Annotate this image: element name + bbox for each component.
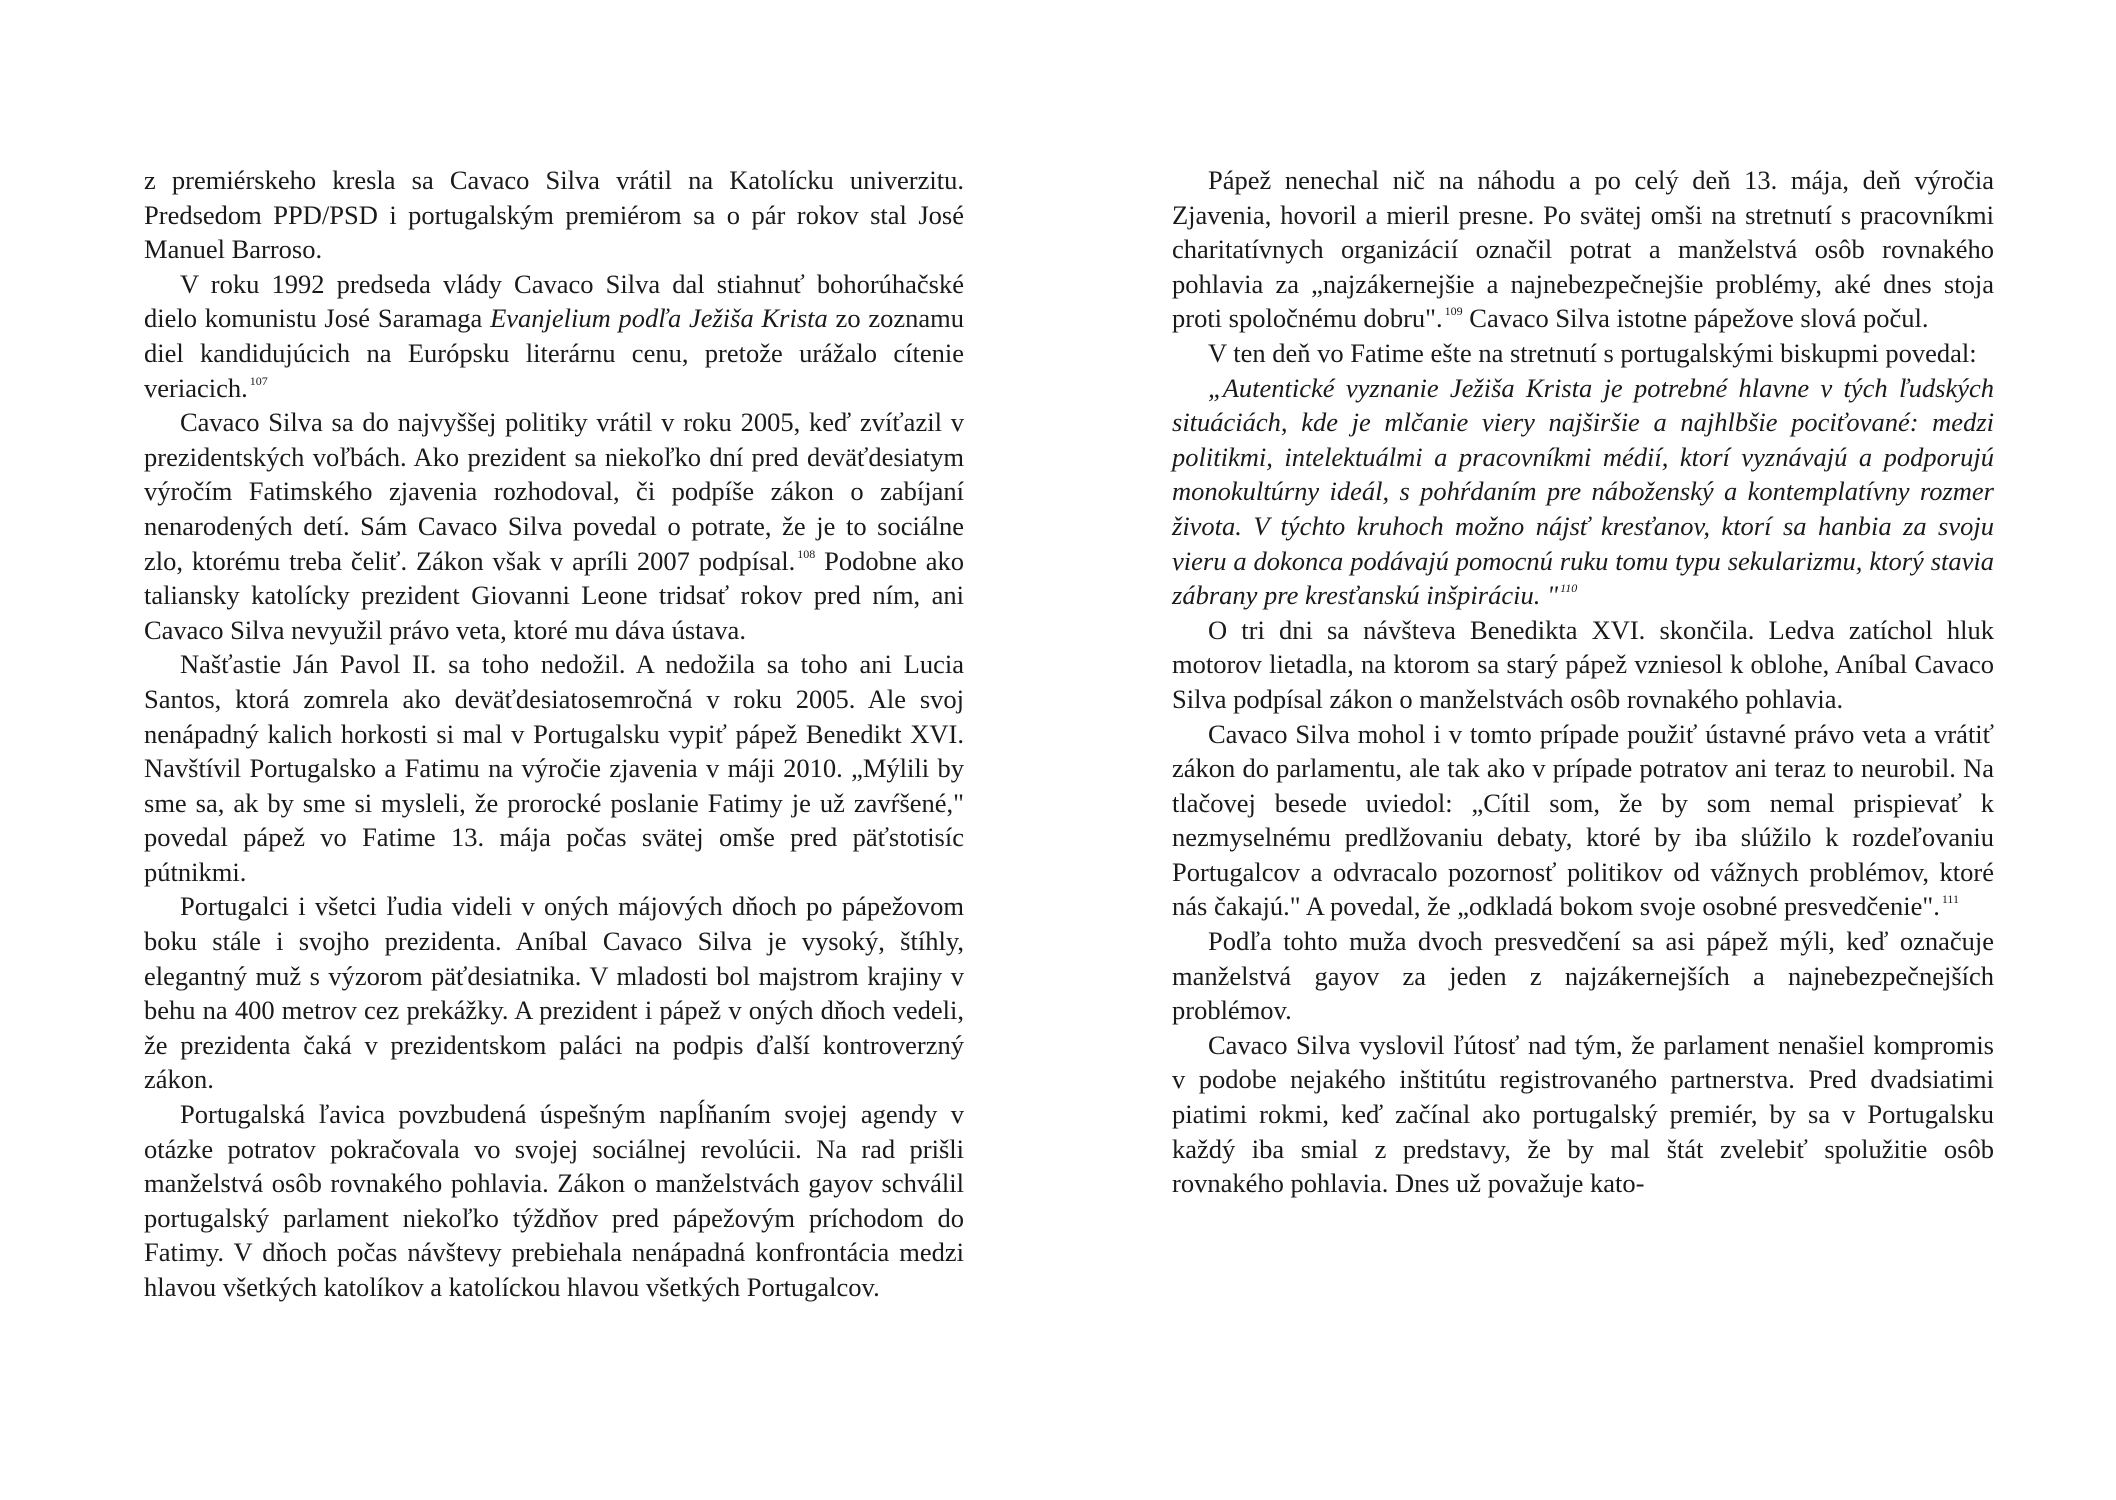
left-paragraph [144, 647, 964, 889]
left-paragraph [144, 1097, 964, 1305]
paragraph-text: Cavaco Silva sa do najvyššej politiky vrátil v roku 2005, keď zvíťazil v prezidentských voľbách. Ako prezident sa niekoľko dní pred deväťdesiatym výročím Fatimského zjavenia rozhodoval, či podpíše zákon o zabíjaní nenarodených detí. Sám Cavaco Silva povedal o potrate, že je to sociálne zlo, ktorému treba čeliť. Zákon však v apríli 2007 podpísal. [144, 407, 964, 576]
paragraph-text: Cavaco Silva mohol i v tomto prípade použiť ústavné právo veta a vrátiť zákon do parlamentu, ale tak ako v prípade potratov ani teraz to neurobil. Na tlačovej besede uviedol: „Cítil som, že by som nemal prispievať k nezmyselnému predlžovaniu debaty, ktoré by iba slúžilo k rozdeľovaniu Portugalcov a odvracalo pozornosť politikov od vážnych problémov, ktoré nás čakajú." A povedal, že „odkladá bokom svoje osobné presvedčenie". [1172, 718, 1994, 922]
footnote-marker: 109 [1444, 304, 1463, 319]
footnote-marker: 107 [249, 373, 268, 388]
left-paragraph [144, 405, 964, 647]
right-paragraph [1172, 613, 1994, 717]
paragraph-text: Podobne ako taliansky katolícky prezident Giovanni Leone tridsať rokov pred ním, ani Cavaco Silva nevyužil právo veta, ktoré mu dáva ústava. [144, 545, 964, 645]
paragraph-text: V ten deň vo Fatime ešte na stretnutí s portugalskými biskupmi povedal: [1208, 337, 1977, 368]
paragraph-text: V roku 1992 predseda vlády Cavaco Silva dal stiahnuť bohorúhačské dielo komunistu José Saramaga [144, 268, 964, 334]
right-page [1172, 163, 1994, 1201]
right-paragraph [1172, 924, 1994, 1028]
right-quote-paragraph [1172, 371, 1994, 613]
right-paragraph [1172, 163, 1994, 336]
left-paragraph [144, 163, 964, 267]
paragraph-text: Portugalská ľavica povzbudená úspešným napĺňaním svojej agendy v otázke potratov pokračovala vo svojej sociálnej revolúcii. Na rad prišli manželstvá osôb rovnakého pohlavia. Zákon o manželstvách gayov schválil portugalský parlament niekoľko týždňov pred pápežovým príchodom do Fatimy. V dňoch počas návštevy prebiehala nenápadná konfrontácia medzi hlavou všetkých katolíkov a katolíckou hlavou všetkých Portugalcov. [144, 1099, 964, 1302]
right-paragraph [1172, 717, 1994, 925]
paragraph-text: Našťastie Ján Pavol II. sa toho nedožil. A nedožila sa toho ani Lucia Santos, ktorá zomrela ako deväťdesiatosemročná v roku 2005. Ale svoj nenápadný kalich horkosti si mal v Portugalsku vypiť pápež Benedikt XVI. Navštívil Portugalsko a Fatimu na výročie zjavenia v máji 2010. „Mýlili by sme sa, ak by sme si mysleli, že prorocké poslanie Fatimy je už zavŕšené," povedal pápež vo Fatime 13. mája počas svätej omše pred päťstotisíc pútnikmi. [144, 649, 964, 887]
paragraph-text: z premiérskeho kresla sa Cavaco Silva vrátil na Katolícku univerzitu. Predsedom PPD/PSD i portugalským premiérom sa o pár rokov stal José Manuel Barroso. [144, 165, 964, 265]
paragraph-text: O tri dni sa návšteva Benedikta XVI. skončila. Ledva zatíchol hluk motorov lietadla, na ktorom sa starý pápež vzniesol k oblohe, Aníbal Cavaco Silva podpísal zákon o manželstvách osôb rovnakého pohlavia. [1172, 614, 1994, 714]
paragraph-text: Pápež nenechal nič na náhodu a po celý deň 13. mája, deň výročia Zjavenia, hovoril a mieril presne. Po svätej omši na stretnutí s pracovníkmi charitatívnych organizácií označil potrat a manželstvá osôb rovnakého pohlavia za „najzákernejšie a najnebezpečnejšie problémy, aké dnes stoja proti spoločnému dobru". [1172, 165, 1994, 334]
left-paragraph [144, 267, 964, 405]
footnote-marker: 110 [1560, 581, 1578, 596]
paragraph-text: zo zoznamu diel kandidujúcich na Európsku literárnu cenu, pretože urážalo cítenie veriacich. [144, 303, 964, 403]
quote-text: „Autentické vyznanie Ježiša Krista je potrebné hlavne v tých ľudských situáciách, kde je mlčanie viery najširšie a najhlbšie pociťované: medzi politikmi, intelektuálmi a pracovníkmi médií, ktorí vyznávajú a podporujú monokultúrny ideál, s pohŕdaním pre náboženský a kontemplatívny rozmer života. V týchto kruhoch možno nájsť kresťanov, ktorí sa hanbia za svoju vieru a dokonca podávajú pomocnú ruku tomu typu sekularizmu, ktorý stavia zábrany pre kresťanskú inšpiráciu. " [1172, 372, 1994, 611]
right-paragraph [1172, 336, 1994, 371]
left-paragraph [144, 889, 964, 1097]
left-page [144, 163, 964, 1305]
paragraph-text: Cavaco Silva vyslovil ľútosť nad tým, že parlament nenašiel kompromis v podobe nejakého inštitútu registrovaného partnerstva. Pred dvadsiatimi piatimi rokmi, keď začínal ako portugalský premiér, by sa v Portugalsku každý iba smial z predstavy, že by mal štát zvelebiť spolužitie osôb rovnakého pohlavia. Dnes už považuje kato- [1172, 1029, 1994, 1199]
paragraph-text: Cavaco Silva istotne pápežove slová počul. [1462, 303, 1929, 334]
paragraph-text: Podľa tohto muža dvoch presvedčení sa asi pápež mýli, keď označuje manželstvá gayov za jeden z najzákernejších a najnebezpečnejších problémov. [1172, 926, 1994, 1026]
footnote-marker: 108 [797, 546, 816, 561]
footnote-marker: 111 [1941, 892, 1959, 907]
right-paragraph [1172, 1028, 1994, 1201]
italic-title: Evanjelium podľa Ježiša Krista [490, 303, 828, 334]
paragraph-text: Portugalci i všetci ľudia videli v oných májových dňoch po pápežovom boku stále i svojho prezidenta. Aníbal Cavaco Silva je vysoký, štíhly, elegantný muž s výzorom päťdesiatnika. V mladosti bol majstrom krajiny v behu na 400 metrov cez prekážky. A prezident i pápež v oných dňoch vedeli, že prezidenta čaká v prezidentskom paláci na podpis ďalší kontroverzný zákon. [144, 891, 964, 1095]
